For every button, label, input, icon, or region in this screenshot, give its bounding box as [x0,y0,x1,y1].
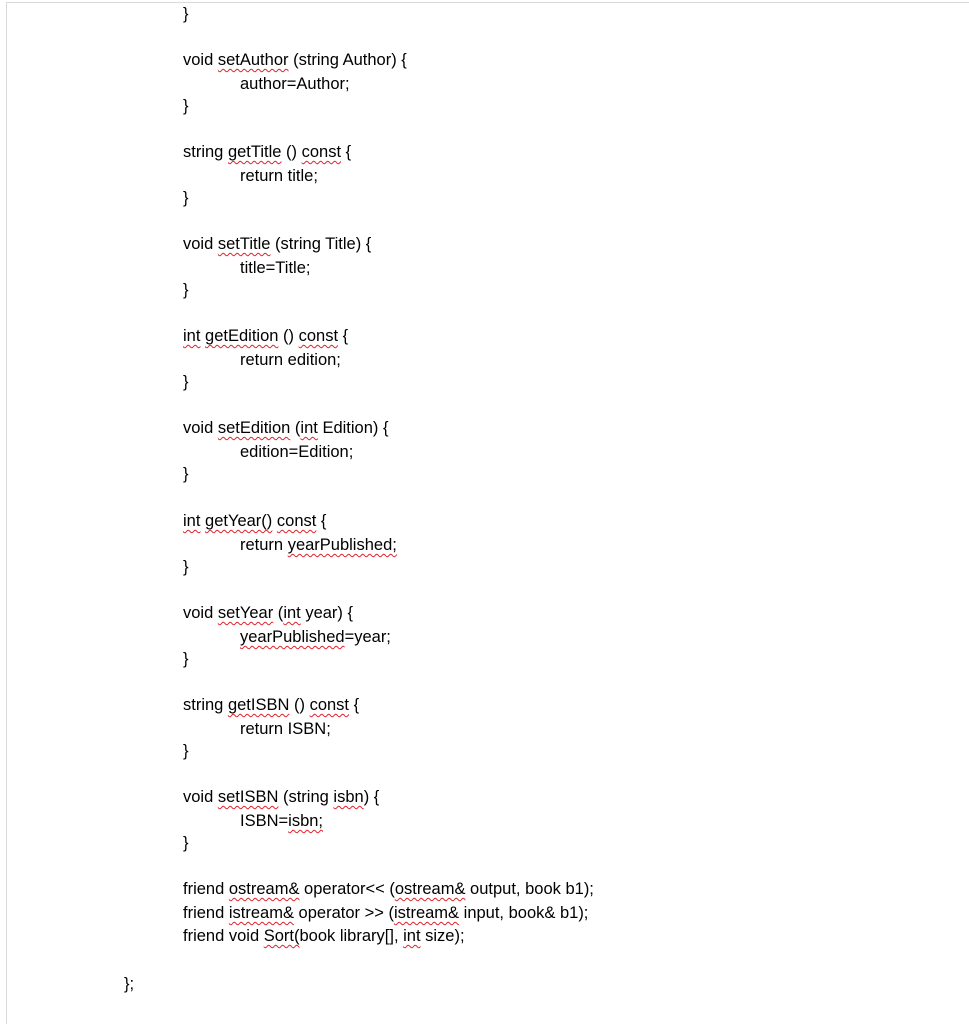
code-text: } [183,281,189,299]
code-text: () [289,696,310,714]
code-text: }; [124,975,135,993]
code-text: } [183,189,189,207]
document-page [6,2,969,1024]
spellcheck-flagged-word: setTitle [217,235,271,253]
code-text: Edition) { [317,419,389,437]
code-text: (string [278,788,334,806]
code-line [183,903,588,923]
code-line [183,649,189,669]
code-text: friend [183,904,229,922]
code-text: () [278,327,299,345]
spellcheck-flagged-word: const [309,696,349,714]
code-text: { [316,512,327,530]
spellcheck-flagged-word: ostream& [228,880,300,898]
spellcheck-flagged-word: setISBN [217,788,279,806]
code-text: input, book& b1); [459,904,589,922]
spellcheck-flagged-word: const [298,327,339,345]
code-text: ) { [363,788,380,806]
code-text: =year; [344,628,391,646]
spellcheck-flagged-word: getTitle [227,143,282,161]
code-line [183,326,348,346]
code-line [183,96,189,116]
spellcheck-flagged-word: getYear() [205,512,273,530]
code-text: (string Title) { [270,235,372,253]
spellcheck-flagged-word: setEdition [217,419,291,437]
code-text: friend [183,880,229,898]
code-line [183,926,465,946]
code-line [183,418,388,438]
code-text: edition=Edition; [240,443,354,461]
code-line [183,464,189,484]
spellcheck-flagged-word: int [283,604,301,622]
code-text: return [240,536,288,554]
code-line [183,879,594,899]
spellcheck-flagged-word: isbn [333,788,364,806]
spellcheck-flagged-word: const [276,512,317,530]
code-line [240,627,391,647]
code-line [183,603,353,623]
code-text: book library[], [299,927,404,945]
spellcheck-flagged-word: yearPublished [240,628,345,646]
code-line [240,74,350,94]
code-line [183,188,189,208]
spellcheck-flagged-word: setAuthor [217,51,289,69]
code-text: { [338,327,349,345]
code-line [124,974,134,994]
spellcheck-flagged-word: Sort( [263,927,300,945]
code-line [183,50,407,70]
code-text: void [183,235,218,253]
code-line [240,811,323,831]
code-text: operator >> ( [293,904,394,922]
spellcheck-flagged-word: ostream& [394,880,466,898]
code-line [240,535,397,555]
code-text: void [183,604,218,622]
code-text: title=Title; [240,259,311,277]
code-line [240,258,310,278]
code-text: () [281,143,302,161]
spellcheck-flagged-word: getEdition [205,327,279,345]
code-text: } [183,5,189,23]
code-line [183,511,326,531]
code-text: { [349,696,360,714]
spellcheck-flagged-word: int [183,327,201,345]
code-text: author=Author; [240,75,350,93]
code-text: return edition; [240,351,341,369]
code-text: return title; [240,167,318,185]
code-line [240,442,353,462]
code-line [183,557,189,577]
code-text: void [183,51,218,69]
code-text: ISBN= [240,812,289,830]
code-text: void [183,788,218,806]
code-text: } [183,373,189,391]
code-text: } [183,558,189,576]
spellcheck-flagged-word: isbn; [288,812,324,830]
spellcheck-flagged-word: int [183,512,201,530]
code-text: } [183,650,189,668]
code-text: void [183,419,218,437]
code-text: output, book b1); [465,880,594,898]
code-line [183,741,189,761]
code-line [240,350,341,370]
code-line [183,787,379,807]
spellcheck-flagged-word: setYear [217,604,274,622]
code-text: string [183,143,228,161]
spellcheck-flagged-word: int [403,927,421,945]
code-line [183,372,189,392]
spellcheck-flagged-word: istream& [228,904,294,922]
code-text: year) { [300,604,354,622]
code-text: string [183,696,228,714]
code-text: ( [290,419,301,437]
code-line [183,695,359,715]
code-line [240,719,331,739]
code-line [240,166,318,186]
code-line [183,4,189,24]
code-text: operator<< ( [299,880,395,898]
spellcheck-flagged-word: const [301,143,342,161]
spellcheck-flagged-word: int [300,419,318,437]
code-text: ( [273,604,284,622]
code-line [183,142,351,162]
code-line [183,280,189,300]
code-text: } [183,742,189,760]
code-text: } [183,834,189,852]
code-text: friend void [183,927,264,945]
spellcheck-flagged-word: yearPublished; [287,536,397,554]
code-text: (string Author) { [288,51,407,69]
code-line [183,833,189,853]
code-text: } [183,465,189,483]
spellcheck-flagged-word: istream& [393,904,460,922]
spellcheck-flagged-word: getISBN [227,696,290,714]
code-text: size); [420,927,465,945]
code-text: return ISBN; [240,720,331,738]
code-text: { [341,143,352,161]
code-line [183,234,371,254]
code-text: } [183,97,189,115]
